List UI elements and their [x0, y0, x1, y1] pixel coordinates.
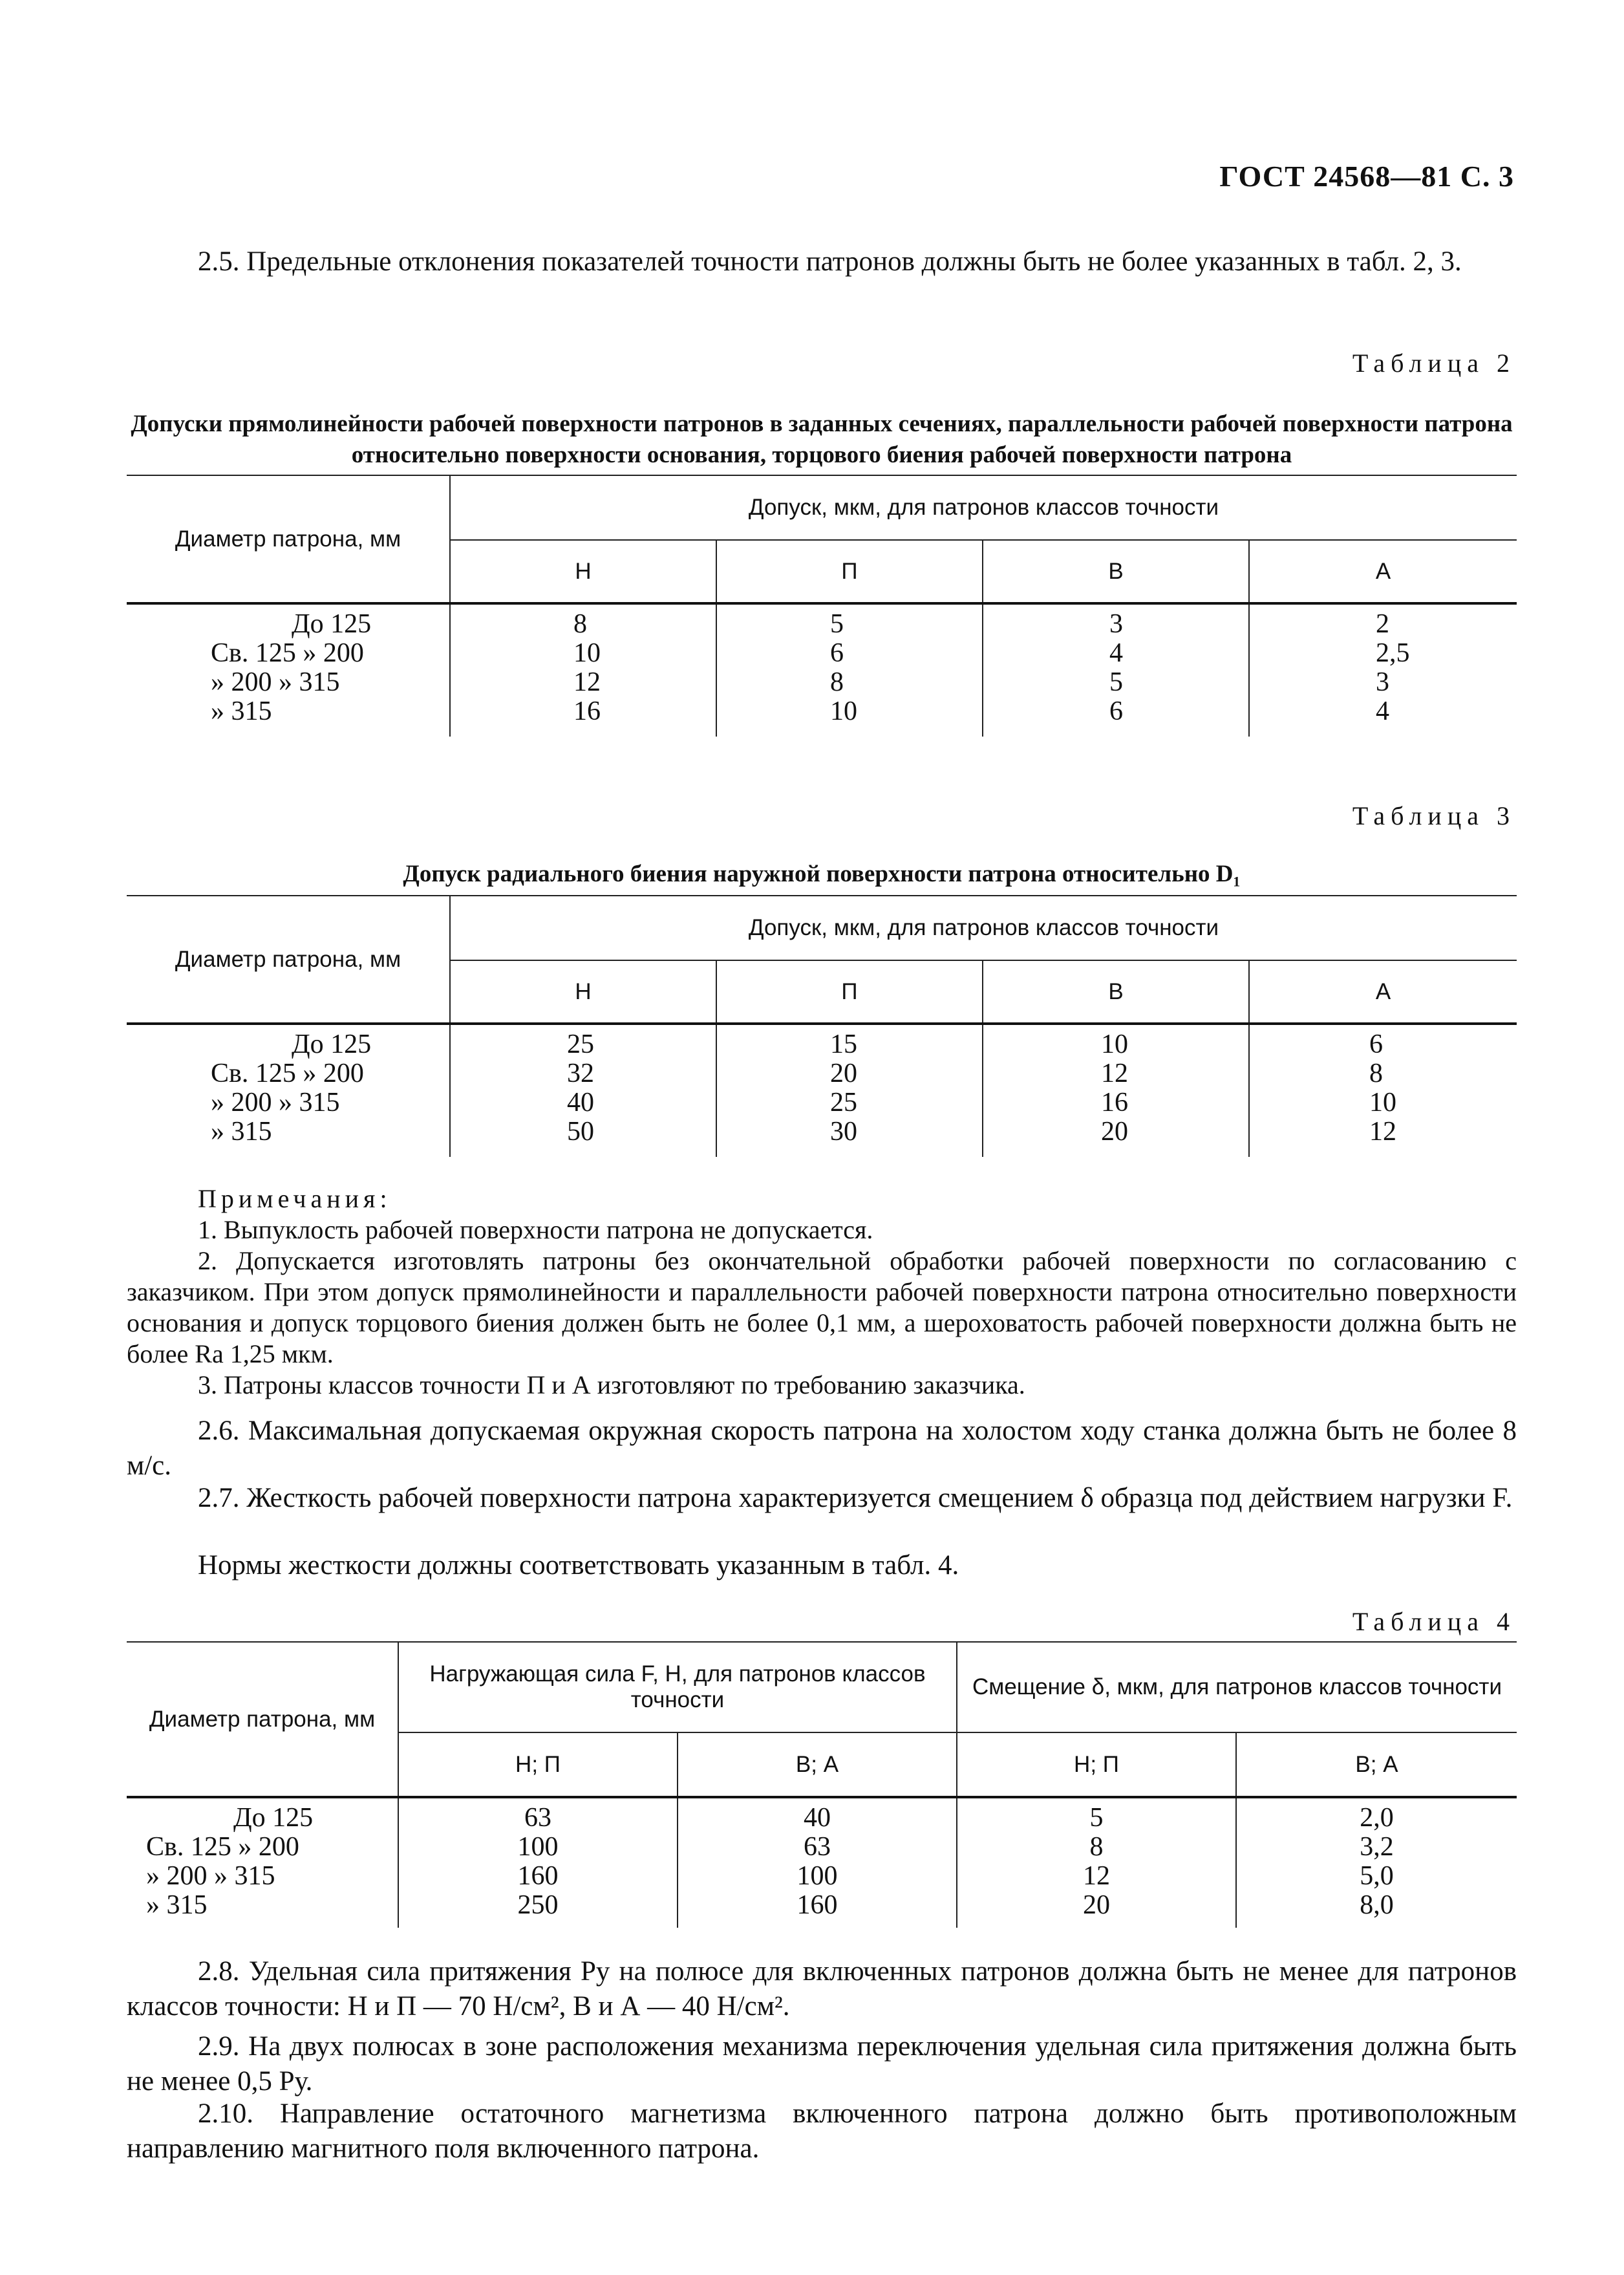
table-cell: » 315 [146, 1890, 208, 1920]
table-cell: » 315 [211, 1117, 272, 1147]
table-cell: 8,0 [1360, 1890, 1394, 1920]
table-cell: 10 [830, 696, 857, 726]
table3-col-diameter [127, 1024, 450, 1157]
table-cell: 8 [830, 667, 844, 697]
table4-header-force: Нагружающая сила F, Н, для патронов классов точности [398, 1642, 957, 1732]
table-cell: 6 [830, 638, 844, 668]
table-cell: 15 [830, 1030, 857, 1059]
paragraph-2-5: 2.5. Предельные отклонения показателей точности патронов должны быть не более указанных в табл. 2, 3. [198, 246, 1462, 277]
table-cell: 20 [1101, 1117, 1128, 1147]
note-3: 3. Патроны классов точности П и А изготовляют по требованию заказчика. [198, 1370, 1025, 1399]
paragraph-2-9: 2.9. На двух полюсах в зоне расположения механизма переключения удельная сила притяжения должна быть не менее 0,5 Pу. [127, 2031, 1517, 2097]
table-cell: 2,5 [1376, 638, 1410, 668]
table-cell: 30 [830, 1117, 857, 1147]
table-cell: 5 [830, 609, 844, 639]
table-cell: 4 [1376, 696, 1389, 726]
table-cell: » 200 » 315 [211, 667, 340, 697]
table2-col-diameter [127, 603, 450, 737]
table-cell: 3,2 [1360, 1832, 1394, 1862]
table-cell: 25 [830, 1088, 857, 1117]
table-cell: 12 [1101, 1059, 1128, 1088]
table-cell: » 200 » 315 [211, 1088, 340, 1117]
table-cell: 63 [524, 1803, 551, 1833]
table-cell: 4 [1109, 638, 1123, 668]
table-cell: 3 [1376, 667, 1389, 697]
table-cell: 160 [796, 1890, 838, 1920]
table-cell: 50 [567, 1117, 594, 1147]
table2-class-p: П [716, 540, 983, 603]
table-cell: 12 [1369, 1117, 1396, 1147]
table4-col-force-va [678, 1797, 957, 1928]
table-cell: 6 [1109, 696, 1123, 726]
table-cell: 8 [1369, 1059, 1383, 1088]
note-1: 1. Выпуклость рабочей поверхности патрона не допускается. [198, 1215, 873, 1244]
table-cell: » 200 » 315 [146, 1861, 275, 1891]
table4-sub-force-np: Н; П [398, 1732, 678, 1797]
table-cell: 12 [573, 667, 601, 697]
table3-col-h [450, 1024, 716, 1157]
table4-header-displacement: Смещение δ, мкм, для патронов классов точности [957, 1642, 1517, 1732]
table-cell: 63 [804, 1832, 831, 1862]
table2-col-p [716, 603, 983, 737]
table4-col-force-np [398, 1797, 678, 1928]
table3-class-v: В [983, 960, 1249, 1024]
table-cell: 8 [1089, 1832, 1104, 1862]
table-cell: 100 [796, 1861, 838, 1891]
table-cell: 100 [517, 1832, 559, 1862]
table4-col-diameter [127, 1797, 398, 1928]
table3-class-a: А [1249, 960, 1517, 1024]
note-2: 2. Допускается изготовлять патроны без окончательной обработки рабочей поверхности по согласованию с заказчиком. При этом допуск прямолинейности и параллельности рабочей поверхности патрона относительно поверхности основания и допуск торцового биения должен быть не более 0,1 мм, а шероховатость рабочей поверхности должна быть не более Ra 1,25 мкм. [127, 1246, 1517, 1368]
table-cell: 5 [1109, 667, 1123, 697]
table3-class-h: Н [450, 960, 716, 1024]
table-cell: Св. 125 » 200 [146, 1832, 299, 1862]
table-cell: 16 [1101, 1088, 1128, 1117]
table3-header-diameter: Диаметр патрона, мм [127, 896, 450, 1024]
table2-class-a: А [1249, 540, 1517, 603]
table-cell: До 125 [292, 609, 372, 639]
paragraph-2-7: 2.7. Жесткость рабочей поверхности патрона характеризуется смещением δ образца под действием нагрузки F. [198, 1483, 1513, 1513]
table-cell: 20 [1083, 1890, 1110, 1920]
table-cell: » 315 [211, 696, 272, 726]
table4-sub-disp-va: В; А [1236, 1732, 1517, 1797]
table-cell: 32 [567, 1059, 594, 1088]
table-cell: 20 [830, 1059, 857, 1088]
table-cell: До 125 [233, 1803, 314, 1833]
table3 [127, 895, 1517, 1157]
table-cell: 25 [567, 1030, 594, 1059]
table4 [127, 1641, 1517, 1928]
table3-label: Таблица 3 [1352, 801, 1515, 830]
table-cell: 2 [1376, 609, 1389, 639]
table-cell: 10 [1369, 1088, 1396, 1117]
table2-class-v: В [983, 540, 1249, 603]
paragraph-2-8: 2.8. Удельная сила притяжения Pу на полюсе для включенных патронов должна быть не менее для патронов классов точности: Н и П — 70 Н/см², В и А — 40 Н/см². [127, 1956, 1517, 2022]
table-cell: 250 [517, 1890, 559, 1920]
table4-sub-force-va: В; А [678, 1732, 957, 1797]
table2-col-h [450, 603, 716, 737]
table-cell: 16 [573, 696, 601, 726]
table4-col-disp-np [957, 1797, 1236, 1928]
table2-label: Таблица 2 [1352, 349, 1515, 378]
table4-header-diameter: Диаметр патрона, мм [127, 1642, 398, 1797]
table-cell: 3 [1109, 609, 1123, 639]
table-cell: 10 [1101, 1030, 1128, 1059]
paragraph-2-6: 2.6. Максимальная допускаемая окружная скорость патрона на холостом ходу станка должна быть не более 8 м/с. [127, 1416, 1517, 1481]
table-cell: 10 [573, 638, 601, 668]
table4-col-disp-va [1236, 1797, 1517, 1928]
table2-title: Допуски прямолинейности рабочей поверхности патронов в заданных сечениях, параллельности рабочей поверхности патрона относительно поверхности основания, торцового биения рабочей поверхности патрона [131, 411, 1513, 468]
table4-label: Таблица 4 [1352, 1607, 1515, 1636]
table-cell: 40 [804, 1803, 831, 1833]
notes-heading: Примечания: [198, 1184, 392, 1213]
table-cell: 12 [1083, 1861, 1110, 1891]
table2-col-a [1249, 603, 1517, 737]
table3-header-group: Допуск, мкм, для патронов классов точности [450, 896, 1517, 960]
table3-col-a [1249, 1024, 1517, 1157]
table-cell: 40 [567, 1088, 594, 1117]
table-cell: 160 [517, 1861, 559, 1891]
table-cell: До 125 [292, 1030, 372, 1059]
table-cell: 6 [1369, 1030, 1383, 1059]
table-cell: Св. 125 » 200 [211, 638, 364, 668]
table2-class-h: Н [450, 540, 716, 603]
table2 [127, 475, 1517, 737]
table2-col-v [983, 603, 1249, 737]
table2-header-diameter: Диаметр патрона, мм [127, 475, 450, 603]
table-cell: 5 [1089, 1803, 1104, 1833]
page-header: ГОСТ 24568—81 С. 3 [1219, 160, 1514, 193]
table3-class-p: П [716, 960, 983, 1024]
table-cell: 5,0 [1360, 1861, 1394, 1891]
table-cell: 8 [573, 609, 587, 639]
table2-header-group: Допуск, мкм, для патронов классов точности [450, 475, 1517, 540]
table-cell: Св. 125 » 200 [211, 1059, 364, 1088]
table3-col-v [983, 1024, 1249, 1157]
paragraph-2-10: 2.10. Направление остаточного магнетизма включенного патрона должно быть противоположным направлению магнитного поля включенного патрона. [127, 2098, 1517, 2164]
paragraph-2-7-norms: Нормы жесткости должны соответствовать указанным в табл. 4. [198, 1550, 959, 1580]
table-cell: 2,0 [1360, 1803, 1394, 1833]
table3-col-p [716, 1024, 983, 1157]
table4-sub-disp-np: Н; П [957, 1732, 1236, 1797]
table3-title: Допуск радиального биения наружной поверхности патрона относительно D₁ [403, 861, 1241, 887]
notes-block [127, 1183, 1517, 1401]
